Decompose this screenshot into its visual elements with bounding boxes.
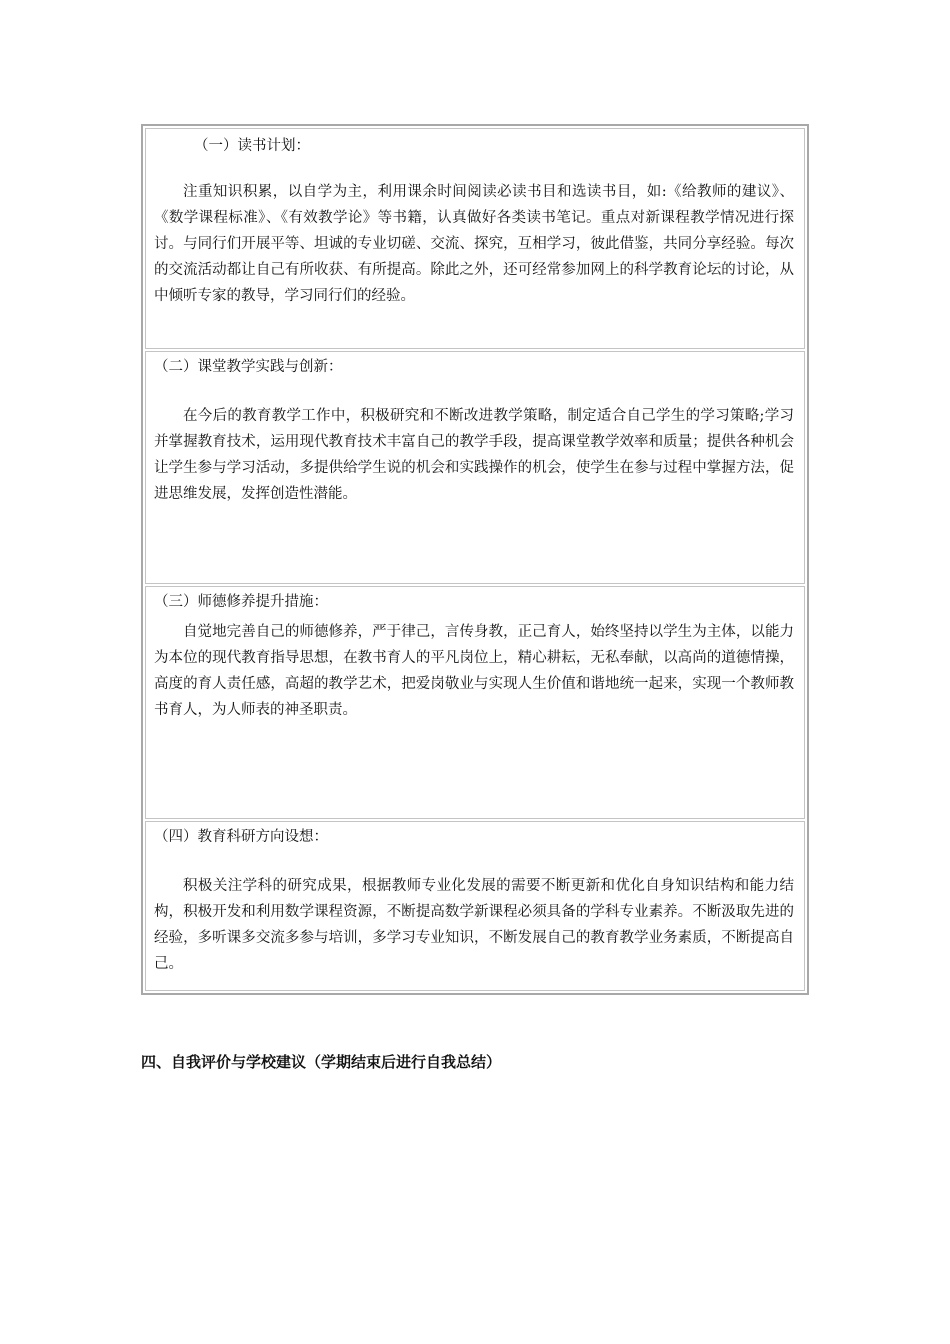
plan-table <box>141 124 809 995</box>
ethics-heading: （三）师德修养提升措施： <box>154 594 328 610</box>
reading-plan-text: 注重知识积累，以自学为主，利用课余时间阅读必读书目和选读书目，如:《给教师的建议》、《数学课程标准》、《有效教学论》等书籍，认真做好各类读书笔记。重点对新课程教学情况进行探讨。与同行们开展平等、坦诚的专业切磋、交流、探究，互相学习，彼此借鉴，共同分享经验。每次的交流活动都让自己有所收获、有所提高。除此之外，还可经常参加网上的科学教育论坛的讨论，从中倾听专家的教导，学习同行们的经验。 <box>154 184 794 304</box>
research-heading: （四）教育科研方向设想： <box>154 829 328 845</box>
reading-plan-cell <box>145 128 805 349</box>
research-cell <box>145 821 805 991</box>
ethics-text: 自觉地完善自己的师德修养，严于律己，言传身教，正己育人，始终坚持以学生为主体，以能力为本位的现代教育指导思想，在教书育人的平凡岗位上，精心耕耘，无私奉献，以高尚的道德情操，高度的育人责任感，高超的教学艺术，把爱岗敬业与实现人生价值和谐地统一起来，实现一个教师教书育人，为人师表的神圣职责。 <box>154 624 794 718</box>
classroom-practice-cell <box>145 351 805 584</box>
classroom-practice-heading: （二）课堂教学实践与创新： <box>154 359 343 375</box>
ethics-cell <box>145 586 805 819</box>
classroom-practice-text: 在今后的教育教学工作中，积极研究和不断改进教学策略，制定适合自己学生的学习策略;学习并掌握教育技术，运用现代教育技术丰富自己的教学手段，提高课堂教学效率和质量；提供各种机会让学生参与学习活动，多提供给学生说的机会和实践操作的机会，使学生在参与过程中掌握方法，促进思维发展，发挥创造性潜能。 <box>154 408 794 502</box>
reading-plan-heading: （一）读书计划： <box>194 138 310 154</box>
research-text: 积极关注学科的研究成果，根据教师专业化发展的需要不断更新和优化自身知识结构和能力结构，积极开发和利用数学课程资源，不断提高数学新课程必须具备的学科专业素养。不断汲取先进的经验，多听课多交流多参与培训，多学习专业知识，不断发展自己的教育教学业务素质，不断提高自己。 <box>154 878 794 972</box>
section-heading: 四、自我评价与学校建议（学期结束后进行自我总结） <box>141 1053 502 1071</box>
